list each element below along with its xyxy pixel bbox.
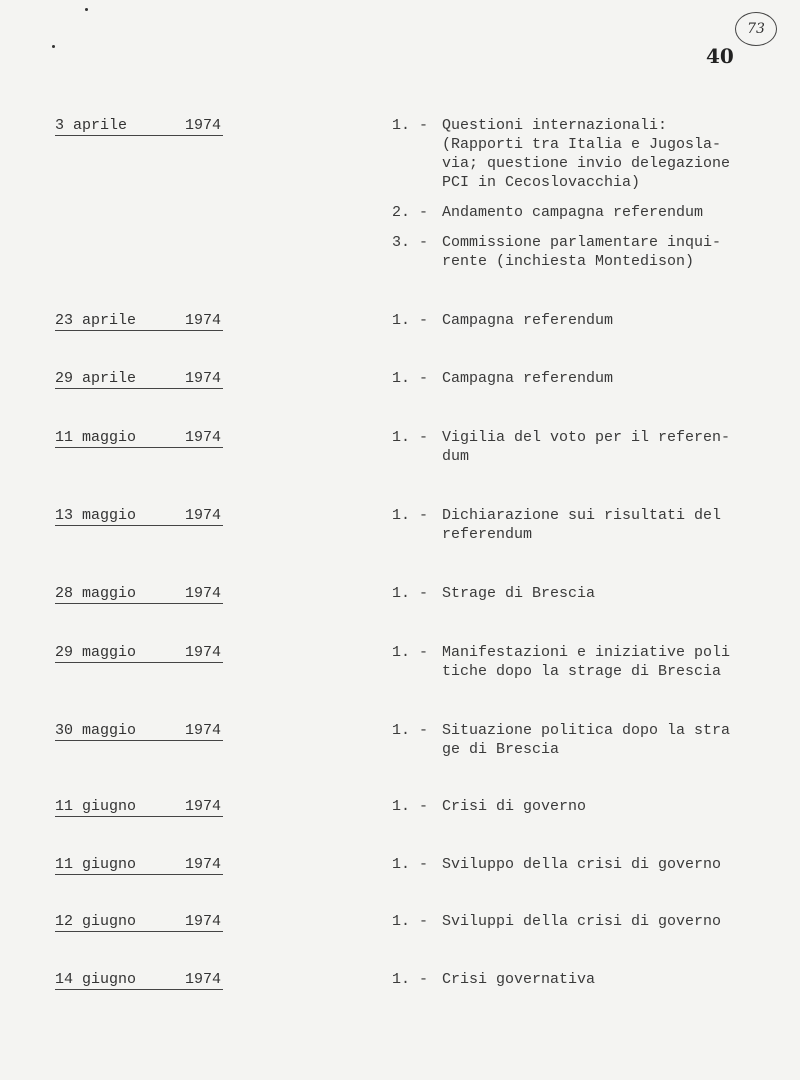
- item-text: Vigilia del voto per il referen- dum: [442, 429, 731, 465]
- agenda-items: [392, 506, 772, 555]
- agenda-item: [392, 506, 772, 544]
- agenda-item: [392, 428, 772, 466]
- agenda-item: [392, 233, 772, 271]
- agenda-item: [392, 203, 772, 222]
- date-day: 11 maggio: [55, 429, 137, 446]
- item-number: 1. -: [392, 370, 429, 387]
- meeting-date: [55, 797, 223, 817]
- date-day: 23 aprile: [55, 312, 137, 329]
- item-number: 1. -: [392, 585, 429, 602]
- page-number: 40: [706, 44, 734, 68]
- date-day: 12 giugno: [55, 913, 137, 930]
- agenda-items: [392, 855, 772, 885]
- item-text: Sviluppi della crisi di governo: [442, 913, 722, 930]
- item-text: Sviluppo della crisi di governo: [442, 856, 722, 873]
- agenda-item: [392, 721, 772, 759]
- date-day: 14 giugno: [55, 971, 137, 988]
- item-text: Commissione parlamentare inqui- rente (inchiesta Montedison): [442, 234, 722, 270]
- item-number: 1. -: [392, 429, 429, 446]
- date-day: 29 maggio: [55, 644, 137, 661]
- meeting-date: [55, 912, 223, 932]
- date-year: 1974: [184, 913, 221, 930]
- meeting-date: [55, 428, 223, 448]
- meeting-date: [55, 116, 223, 136]
- item-text: Crisi di governo: [442, 798, 587, 815]
- item-text: Dichiarazione sui risultati del referendum: [442, 507, 722, 543]
- item-number: 1. -: [392, 312, 429, 329]
- meeting-date: [55, 970, 223, 990]
- ink-dot: [85, 8, 88, 11]
- meeting-date: [55, 369, 223, 389]
- meeting-date: [55, 721, 223, 741]
- date-year: 1974: [184, 856, 221, 873]
- item-number: 1. -: [392, 798, 429, 815]
- agenda-item: [392, 912, 772, 931]
- item-text: Crisi governativa: [442, 971, 596, 988]
- agenda-item: [392, 116, 772, 192]
- item-text: Strage di Brescia: [442, 585, 596, 602]
- agenda-item: [392, 797, 772, 816]
- item-text: Situazione politica dopo la stra ge di Brescia: [442, 722, 731, 758]
- date-day: 11 giugno: [55, 856, 137, 873]
- agenda-items: [392, 311, 772, 341]
- agenda-item: [392, 970, 772, 989]
- agenda-items: [392, 116, 772, 282]
- date-year: 1974: [184, 971, 221, 988]
- meeting-date: [55, 584, 223, 604]
- meeting-date: [55, 643, 223, 663]
- item-text: Andamento campagna referendum: [442, 204, 704, 221]
- agenda-items: [392, 912, 772, 942]
- item-number: 2. -: [392, 204, 429, 221]
- item-number: 1. -: [392, 117, 429, 134]
- date-year: 1974: [184, 429, 221, 446]
- date-day: 11 giugno: [55, 798, 137, 815]
- archive-number-mark: 73: [735, 12, 777, 46]
- item-number: 3. -: [392, 234, 429, 251]
- item-number: 1. -: [392, 507, 429, 524]
- date-year: 1974: [184, 722, 221, 739]
- item-text: Campagna referendum: [442, 370, 614, 387]
- date-day: 3 aprile: [55, 117, 128, 134]
- agenda-item: [392, 369, 772, 388]
- date-year: 1974: [184, 117, 221, 134]
- date-year: 1974: [184, 370, 221, 387]
- meeting-date: [55, 855, 223, 875]
- agenda-items: [392, 369, 772, 399]
- date-day: 29 aprile: [55, 370, 137, 387]
- item-text: Campagna referendum: [442, 312, 614, 329]
- item-number: 1. -: [392, 913, 429, 930]
- agenda-items: [392, 797, 772, 827]
- agenda-items: [392, 721, 772, 770]
- item-text: Manifestazioni e iniziative poli tiche dopo la strage di Brescia: [442, 644, 731, 680]
- meeting-date: [55, 506, 223, 526]
- date-year: 1974: [184, 312, 221, 329]
- agenda-item: [392, 584, 772, 603]
- ink-dot: [52, 45, 55, 48]
- item-number: 1. -: [392, 722, 429, 739]
- date-year: 1974: [184, 507, 221, 524]
- agenda-items: [392, 428, 772, 477]
- date-day: 30 maggio: [55, 722, 137, 739]
- meeting-date: [55, 311, 223, 331]
- item-number: 1. -: [392, 971, 429, 988]
- date-year: 1974: [184, 585, 221, 602]
- date-year: 1974: [184, 644, 221, 661]
- agenda-items: [392, 584, 772, 614]
- date-day: 13 maggio: [55, 507, 137, 524]
- item-number: 1. -: [392, 856, 429, 873]
- date-year: 1974: [184, 798, 221, 815]
- agenda-items: [392, 643, 772, 692]
- item-number: 1. -: [392, 644, 429, 661]
- agenda-item: [392, 855, 772, 874]
- date-day: 28 maggio: [55, 585, 137, 602]
- agenda-item: [392, 643, 772, 681]
- item-text: Questioni internazionali: (Rapporti tra Italia e Jugosla- via; questione invio delegazione PCI in Cecoslovacchia): [442, 117, 731, 191]
- agenda-item: [392, 311, 772, 330]
- agenda-items: [392, 970, 772, 1000]
